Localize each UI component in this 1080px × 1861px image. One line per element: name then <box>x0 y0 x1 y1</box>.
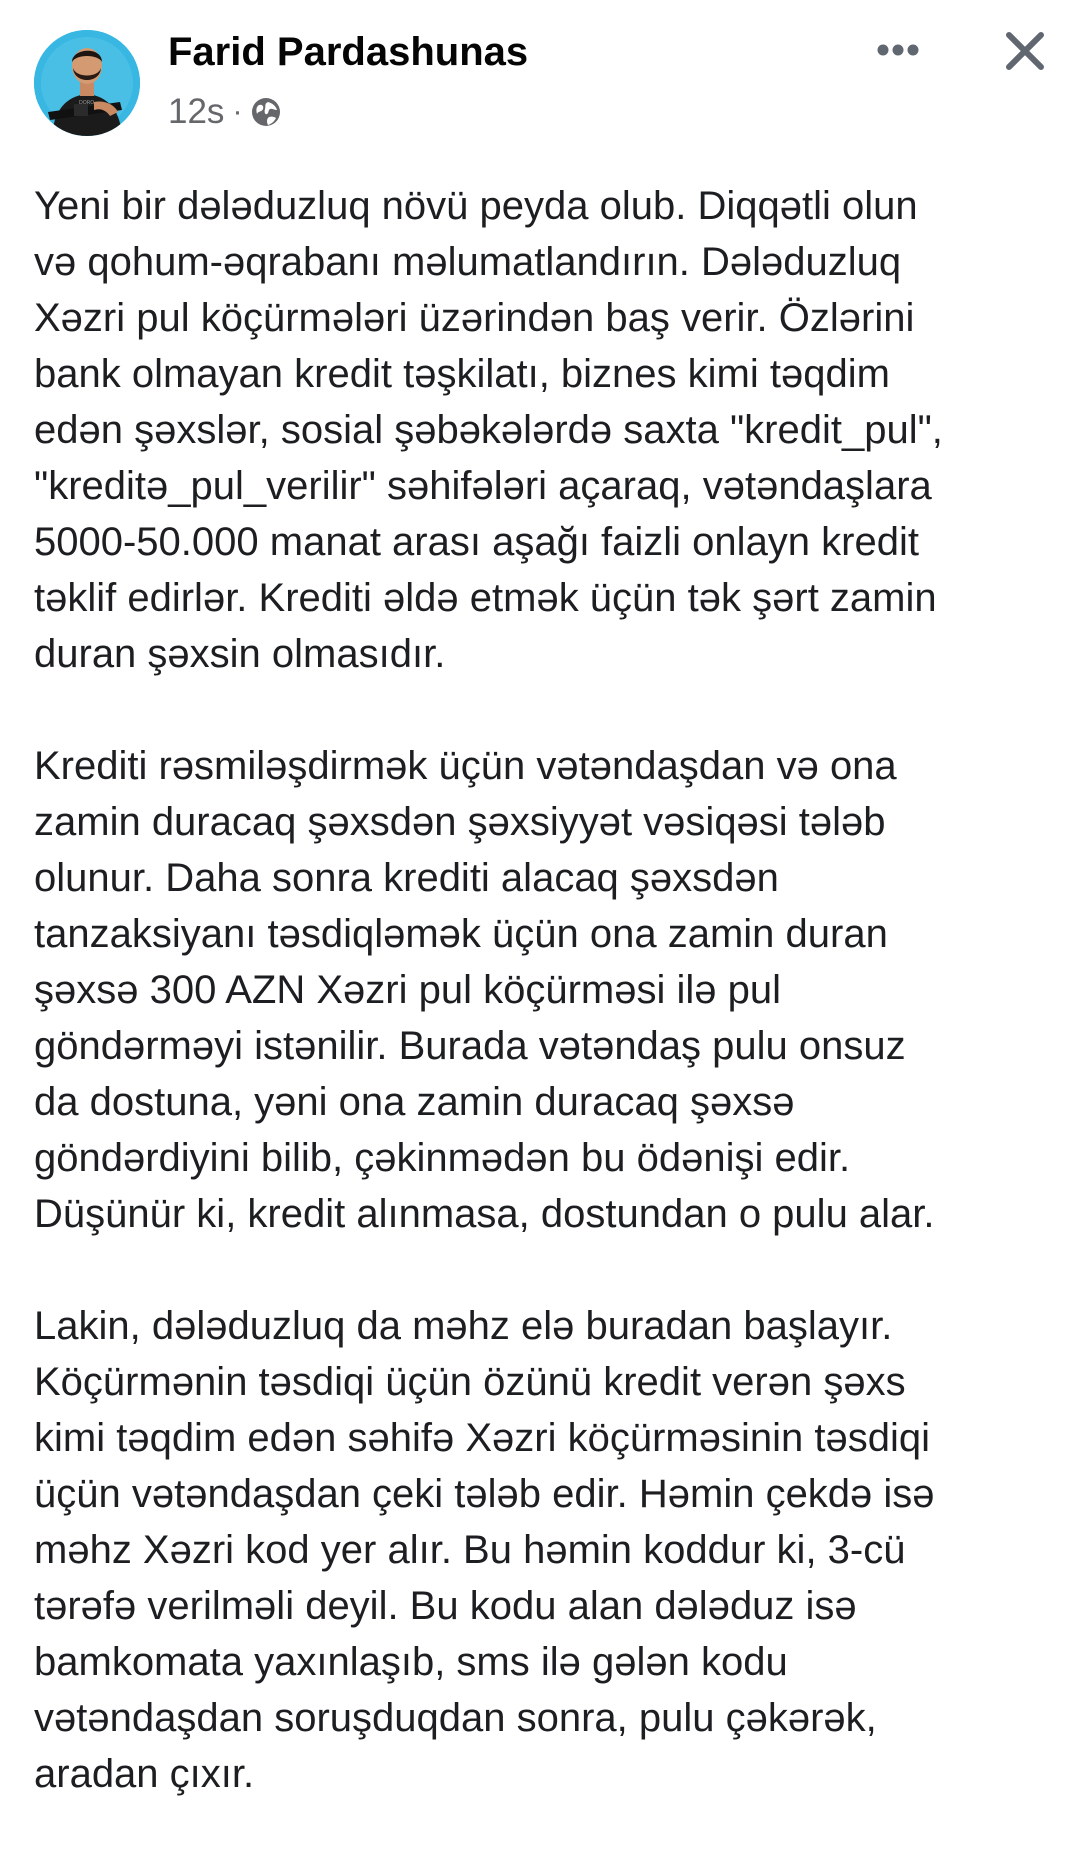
globe-icon[interactable] <box>250 96 282 128</box>
text-line: 5000-50.000 manat arası aşağı faizli onlayn kredit <box>34 520 919 564</box>
text-line: tərəfə verilməli deyil. Bu kodu alan dələduz isə <box>34 1584 857 1628</box>
post-text <box>34 178 1050 1802</box>
post-paragraph-2 <box>34 738 1050 1242</box>
svg-text:DORO: DORO <box>79 100 95 106</box>
avatar[interactable] <box>34 30 140 136</box>
post-timestamp[interactable]: 12s <box>168 92 225 131</box>
post-paragraph-3 <box>34 1298 1050 1802</box>
post-meta <box>168 90 282 134</box>
text-line: Yeni bir dələduzluq növü peyda olub. Diqqətli olun <box>34 184 918 228</box>
post-header <box>0 0 1080 150</box>
text-line: aradan çıxır. <box>34 1752 255 1796</box>
text-line: bank olmayan kredit təşkilatı, biznes kimi təqdim <box>34 352 890 396</box>
text-line: kimi təqdim edən səhifə Xəzri köçürməsinin təsdiqi <box>34 1416 930 1460</box>
more-options-button[interactable] <box>870 28 926 72</box>
text-line: şəxsə 300 AZN Xəzri pul köçürməsi ilə pul <box>34 968 781 1012</box>
author-name[interactable]: Farid Pardashunas <box>168 30 529 74</box>
text-line: Köçürmənin təsdiqi üçün özünü kredit verən şəxs <box>34 1360 906 1404</box>
text-line: da dostuna, yəni ona zamin duracaq şəxsə <box>34 1080 795 1124</box>
text-line: Lakin, dələduzluq da məhz elə buradan başlayır. <box>34 1304 893 1348</box>
more-horizontal-icon <box>876 43 920 57</box>
avatar-photo <box>34 30 140 136</box>
text-line: və qohum-əqrabanı məlumatlandırın. Dələduzluq <box>34 240 902 284</box>
text-line: Xəzri pul köçürmələri üzərindən baş verir. Özlərini <box>34 296 915 340</box>
text-line: edən şəxslər, sosial şəbəkələrdə saxta "kredit_pul", <box>34 408 943 452</box>
text-line: "kreditə_pul_verilir" səhifələri açaraq, vətəndaşlara <box>34 464 932 508</box>
text-line: olunur. Daha sonra krediti alacaq şəxsdən <box>34 856 779 900</box>
text-line: bamkomata yaxınlaşıb, sms ilə gələn kodu <box>34 1640 788 1684</box>
text-line: təklif edirlər. Krediti əldə etmək üçün tək şərt zamin <box>34 576 937 620</box>
text-line: məhz Xəzri kod yer alır. Bu həmin koddur ki, 3-cü <box>34 1528 906 1572</box>
close-button[interactable] <box>998 24 1052 78</box>
text-line: göndərməyi istənilir. Burada vətəndaş pulu onsuz <box>34 1024 906 1068</box>
text-line: göndərdiyini bilib, çəkinmədən bu ödənişi edir. <box>34 1136 851 1180</box>
meta-separator: · <box>232 95 243 128</box>
text-line: tanzaksiyanı təsdiqləmək üçün ona zamin duran <box>34 912 888 956</box>
text-line: üçün vətəndaşdan çeki tələb edir. Həmin çekdə isə <box>34 1472 935 1516</box>
text-line: Düşünür ki, kredit alınmasa, dostundan o pulu alar. <box>34 1192 935 1236</box>
text-line: Krediti rəsmiləşdirmək üçün vətəndaşdan və ona <box>34 744 897 788</box>
close-icon <box>1005 31 1045 71</box>
text-line: duran şəxsin olmasıdır. <box>34 632 446 676</box>
text-line: vətəndaşdan soruşduqdan sonra, pulu çəkərək, <box>34 1696 877 1740</box>
post-paragraph-1 <box>34 178 1050 682</box>
text-line: zamin duracaq şəxsdən şəxsiyyət vəsiqəsi tələb <box>34 800 886 844</box>
